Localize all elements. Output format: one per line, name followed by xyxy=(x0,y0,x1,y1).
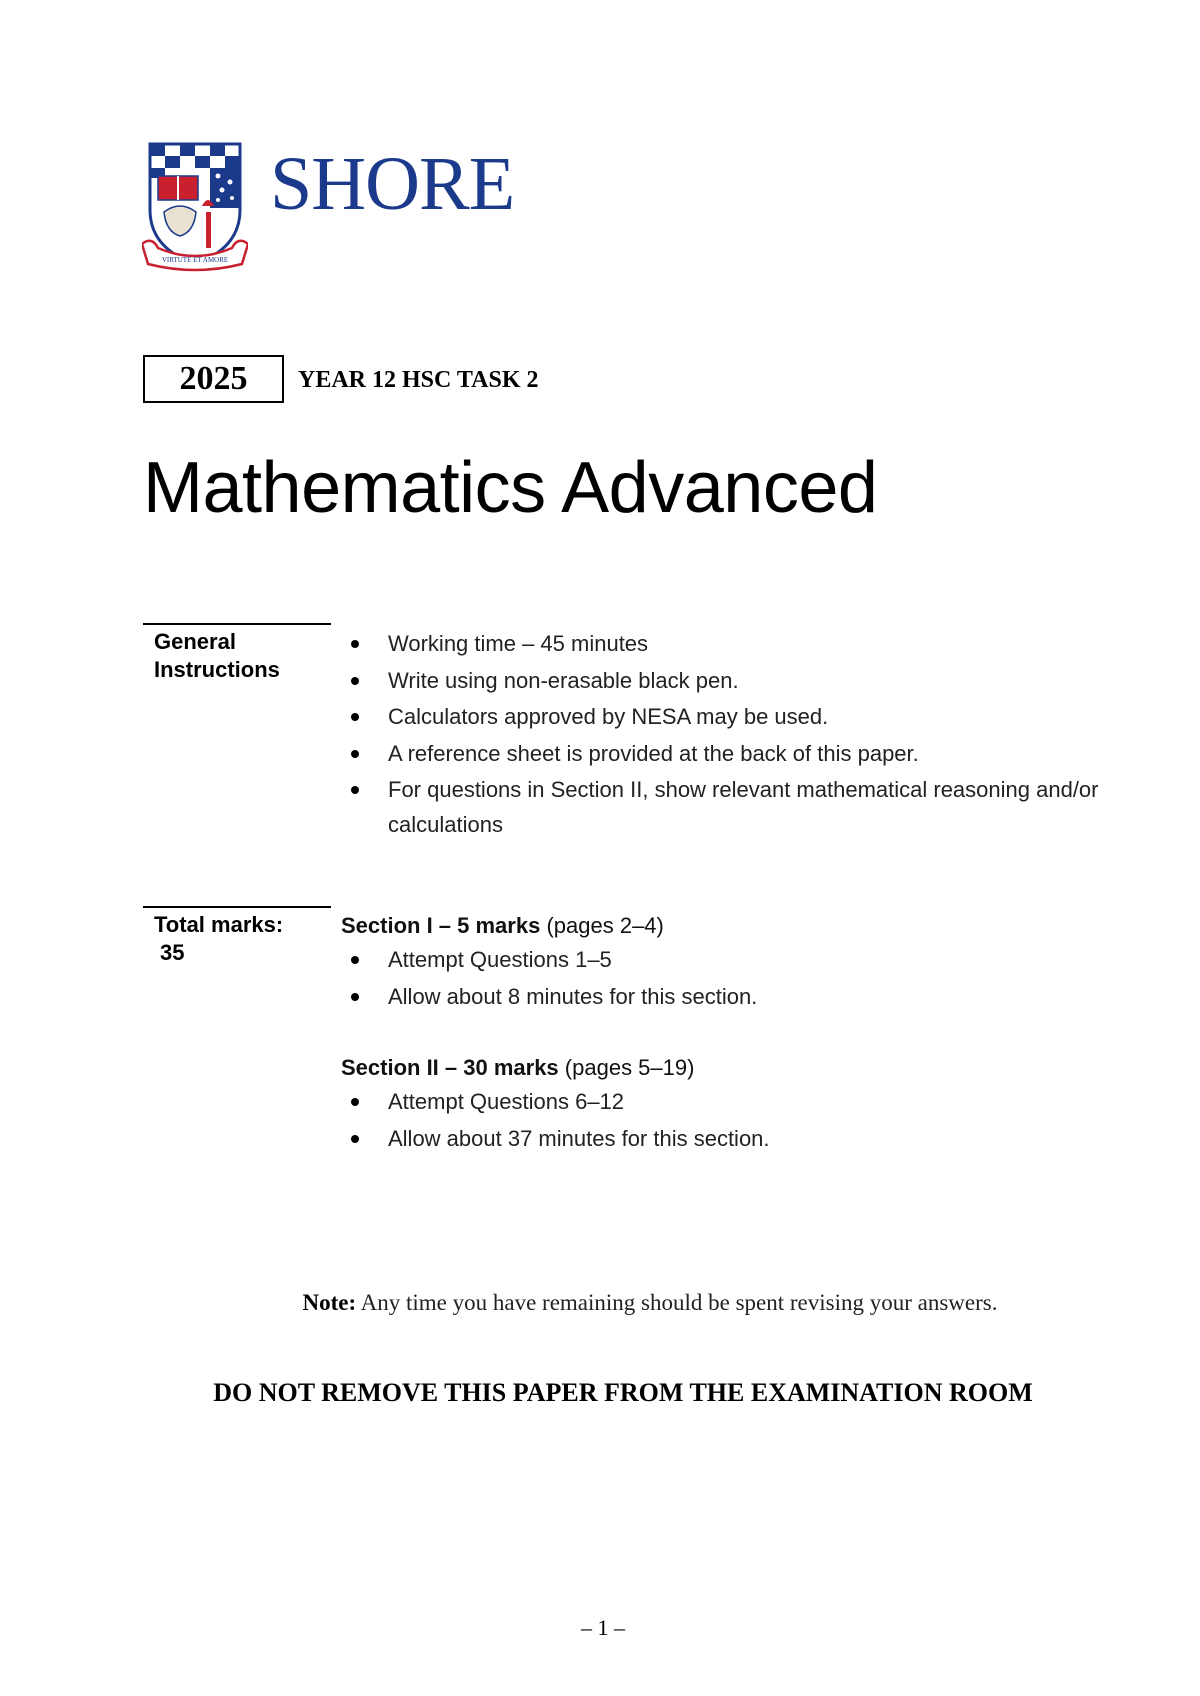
bullet-icon xyxy=(351,1135,359,1143)
note-text: Any time you have remaining should be spent revising your answers. xyxy=(360,1290,998,1315)
label-line: General xyxy=(154,629,236,654)
note xyxy=(0,1290,1200,1316)
bullet-icon xyxy=(351,993,359,1001)
list-item-text: Attempt Questions 6–12 xyxy=(388,1089,625,1114)
list-item xyxy=(341,1084,1121,1121)
list-item xyxy=(341,942,1121,979)
exam-year-box: 2025 xyxy=(143,355,284,403)
general-instructions-list xyxy=(341,626,1121,842)
subject-title: Mathematics Advanced xyxy=(143,448,878,528)
list-item-text: Attempt Questions 1–5 xyxy=(388,947,612,972)
section-2-heading xyxy=(341,1054,694,1082)
list-item-text: For questions in Section II, show relevant mathematical reasoning and/or calculations xyxy=(388,777,1099,837)
section-2-title: Section II – 30 marks xyxy=(341,1055,559,1080)
school-crest-logo xyxy=(142,140,248,272)
list-item xyxy=(341,1121,1121,1158)
list-item-text: Allow about 8 minutes for this section. xyxy=(388,983,758,1009)
bullet-icon xyxy=(351,640,359,648)
total-marks-rule xyxy=(143,906,331,908)
section-2-pages: (pages 5–19) xyxy=(564,1055,695,1080)
section-1-heading xyxy=(341,912,664,940)
list-item-text: Write using non-erasable black pen. xyxy=(388,667,739,693)
list-item-text: Calculators approved by NESA may be used. xyxy=(388,704,829,729)
exam-room-warning: DO NOT REMOVE THIS PAPER FROM THE EXAMINATION ROOM xyxy=(213,1378,1033,1407)
list-item xyxy=(341,979,1121,1016)
crest-motto: VIRTUTE ET AMORE xyxy=(161,256,229,264)
bullet-icon xyxy=(351,750,359,758)
school-name: SHORE xyxy=(270,142,515,226)
list-item xyxy=(341,626,1121,663)
note-label: Note: xyxy=(302,1290,357,1315)
section-2-list xyxy=(341,1084,1121,1157)
list-item-text: A reference sheet is provided at the back of this paper. xyxy=(388,740,919,766)
list-item xyxy=(341,772,1121,842)
general-instructions-rule xyxy=(143,623,331,625)
total-marks-value: 35 xyxy=(160,940,185,965)
bullet-icon xyxy=(351,1098,359,1106)
total-marks-label xyxy=(154,911,283,967)
total-marks-label-text: Total marks: xyxy=(154,912,284,937)
bullet-icon xyxy=(351,677,359,685)
list-item-text: Working time – 45 minutes xyxy=(388,631,649,656)
bullet-icon xyxy=(351,713,359,721)
list-item-text: Allow about 37 minutes for this section. xyxy=(388,1125,770,1151)
bullet-icon xyxy=(351,786,359,794)
list-item xyxy=(341,663,1121,700)
section-1-list xyxy=(341,942,1121,1015)
list-item xyxy=(341,736,1121,773)
section-1-title: Section I – 5 marks xyxy=(341,913,541,938)
label-line: Instructions xyxy=(154,657,280,682)
section-1-pages: (pages 2–4) xyxy=(546,913,664,938)
general-instructions-label xyxy=(154,628,280,684)
bullet-icon xyxy=(351,956,359,964)
page-number: – 1 – xyxy=(581,1615,625,1640)
list-item xyxy=(341,699,1121,736)
task-title: YEAR 12 HSC TASK 2 xyxy=(298,367,539,393)
